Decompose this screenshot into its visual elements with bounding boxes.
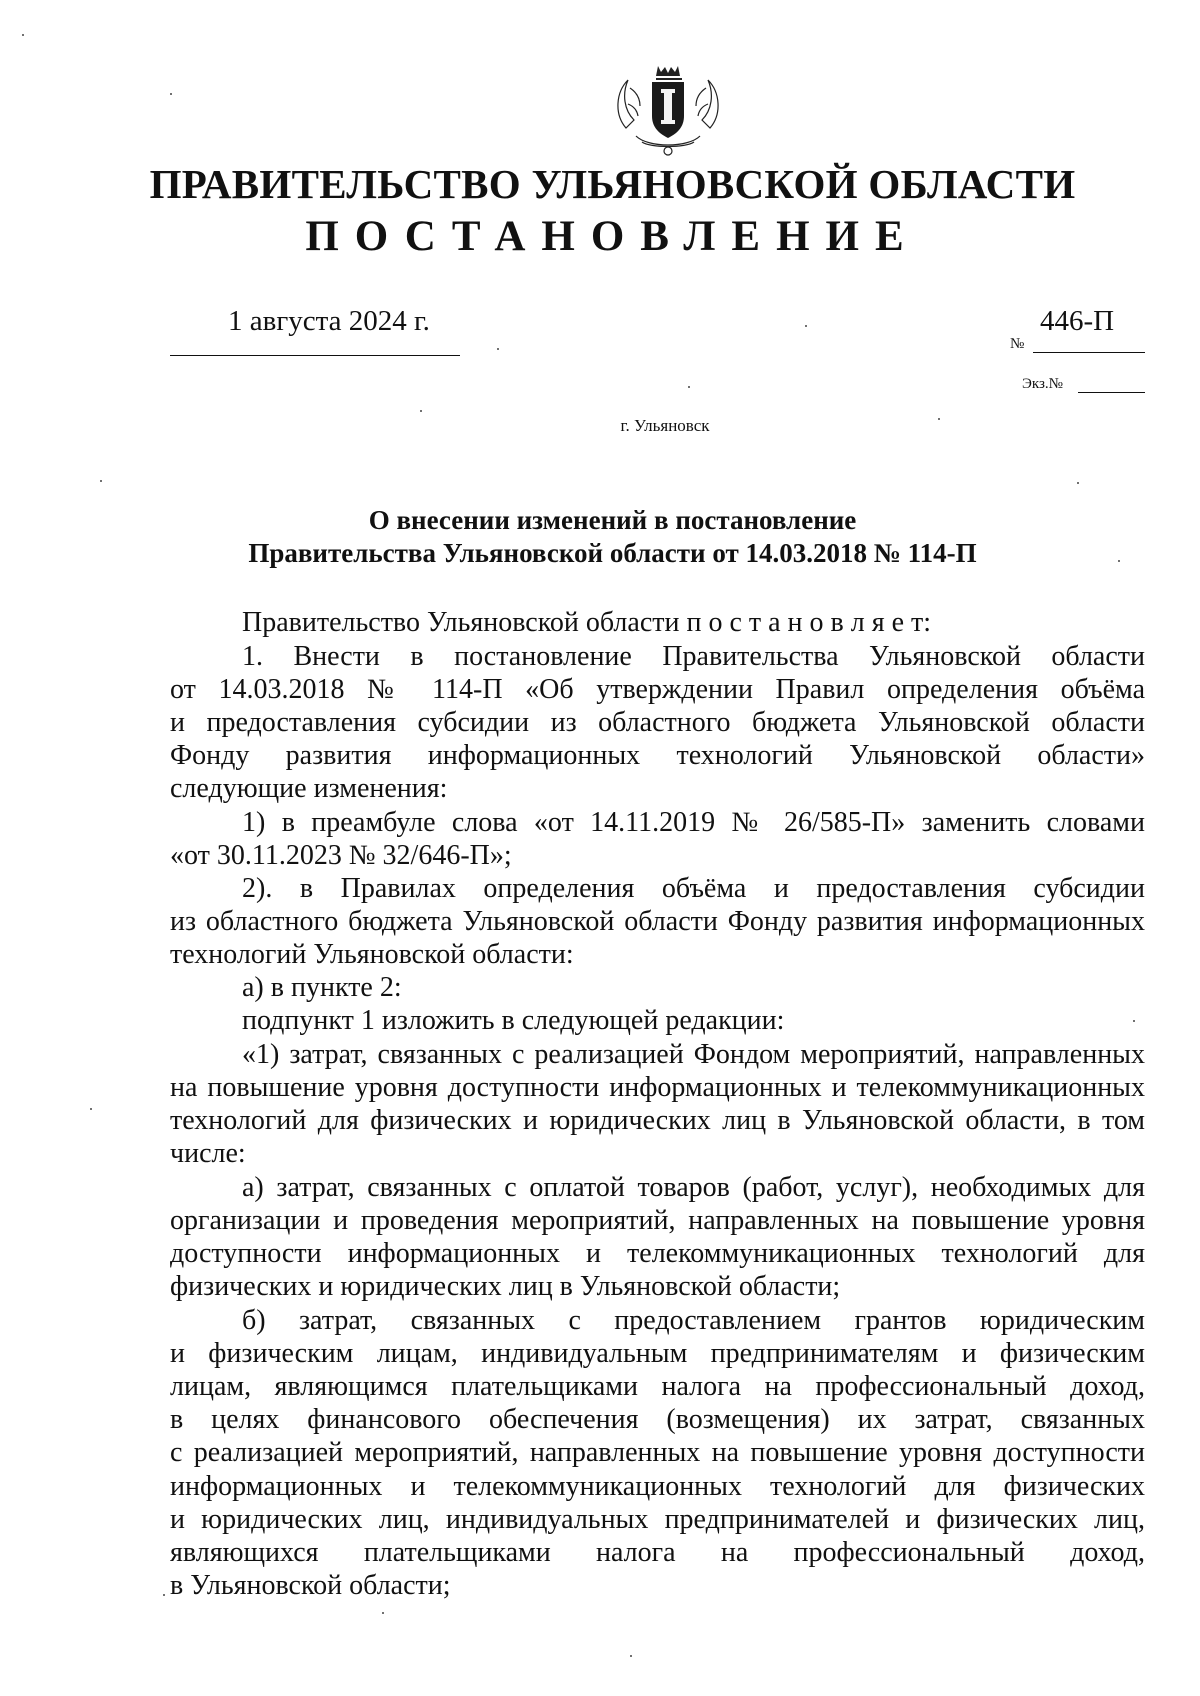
body-line: технологий Ульяновской области: xyxy=(170,939,574,970)
document-title-line-2: Правительства Ульяновской области от 14.03.2018 № 114-П xyxy=(248,538,977,568)
document-type: ПОСТАНОВЛЕНИЕ xyxy=(305,213,920,260)
scan-speck xyxy=(420,410,422,412)
body-line: 2). в Правилах определения объёма и предоставления субсидии xyxy=(242,873,1145,904)
scan-speck xyxy=(630,1655,632,1657)
scan-speck xyxy=(497,348,499,350)
document-title-line-1: О внесении изменений в постановление xyxy=(368,505,857,535)
body-line: физических и юридических лиц в Ульяновской области; xyxy=(170,1271,841,1302)
copy-number-underline xyxy=(1078,392,1145,393)
body-line: являющихся плательщиками налога на профессиональный доход, xyxy=(170,1537,1145,1568)
body-line: в Ульяновской области; xyxy=(170,1570,451,1601)
number-underline xyxy=(1033,352,1145,353)
number-label: № xyxy=(1010,336,1025,352)
body-line: информационных и телекоммуникационных технологий для физических xyxy=(170,1471,1145,1502)
body-line: из областного бюджета Ульяновской области Фонду развития информационных xyxy=(170,906,1145,937)
body-line: 1) в преамбуле слова «от 14.11.2019 № 26/585-П» заменить словами xyxy=(242,807,1145,838)
scan-speck xyxy=(100,480,102,482)
government-title: ПРАВИТЕЛЬСТВО УЛЬЯНОВСКОЙ ОБЛАСТИ xyxy=(149,161,1076,207)
scan-speck xyxy=(688,386,690,388)
body-line: б) затрат, связанных с предоставлением грантов юридическим xyxy=(242,1305,1145,1336)
body-line: и предоставления субсидии из областного бюджета Ульяновской области xyxy=(170,707,1145,738)
body-line: подпункт 1 изложить в следующей редакции: xyxy=(242,1005,785,1036)
city: г. Ульяновск xyxy=(620,416,710,435)
body-line: технологий для физических и юридических лиц в Ульяновской области, в том xyxy=(170,1105,1145,1136)
scan-speck xyxy=(1118,560,1120,562)
body-line: 1. Внести в постановление Правительства Ульяновской области xyxy=(242,641,1145,672)
coat-of-arms-emblem xyxy=(608,58,728,158)
body-line: числе: xyxy=(170,1138,246,1169)
body-line: доступности информационных и телекоммуникационных технологий для xyxy=(170,1238,1145,1269)
body-line: в целях финансового обеспечения (возмещения) их затрат, связанных xyxy=(170,1404,1145,1435)
document-date: 1 августа 2024 г. xyxy=(228,305,430,337)
body-line: организации и проведения мероприятий, направленных на повышение уровня xyxy=(170,1205,1145,1236)
copy-number-label: Экз.№ xyxy=(1022,376,1063,392)
body-line: а) в пункте 2: xyxy=(242,972,402,1003)
scan-speck xyxy=(938,418,940,420)
scan-speck xyxy=(170,93,172,95)
scan-speck xyxy=(1133,1020,1135,1022)
body-line: и физическим лицам, индивидуальным предпринимателям и физическим xyxy=(170,1338,1145,1369)
scan-speck xyxy=(163,1594,165,1596)
body-line: лицам, являющимся плательщиками налога на профессиональный доход, xyxy=(170,1371,1145,1402)
body-line: на повышение уровня доступности информационных и телекоммуникационных xyxy=(170,1072,1145,1103)
body-line: Фонду развития информационных технологий Ульяновской области» xyxy=(170,740,1145,771)
date-underline xyxy=(170,355,460,356)
scan-speck xyxy=(1077,482,1079,484)
body-line: Правительство Ульяновской области п о с т а н о в л я е т: xyxy=(242,607,932,638)
body-line: и юридических лиц, индивидуальных предпринимателей и физических лиц, xyxy=(170,1504,1145,1535)
body-line: следующие изменения: xyxy=(170,773,448,804)
document-number: 446-П xyxy=(1040,305,1115,337)
scan-speck xyxy=(90,1108,92,1110)
body-line: от 14.03.2018 № 114-П «Об утверждении Правил определения объёма xyxy=(170,674,1145,705)
body-line: с реализацией мероприятий, направленных на повышение уровня доступности xyxy=(170,1437,1145,1468)
body-line: а) затрат, связанных с оплатой товаров (работ, услуг), необходимых для xyxy=(242,1172,1145,1203)
scan-speck xyxy=(22,34,24,36)
body-line: «1) затрат, связанных с реализацией Фондом мероприятий, направленных xyxy=(242,1039,1145,1070)
scan-speck xyxy=(805,325,807,327)
scan-speck xyxy=(382,1612,384,1614)
body-line: «от 30.11.2023 № 32/646-П»; xyxy=(170,840,512,871)
